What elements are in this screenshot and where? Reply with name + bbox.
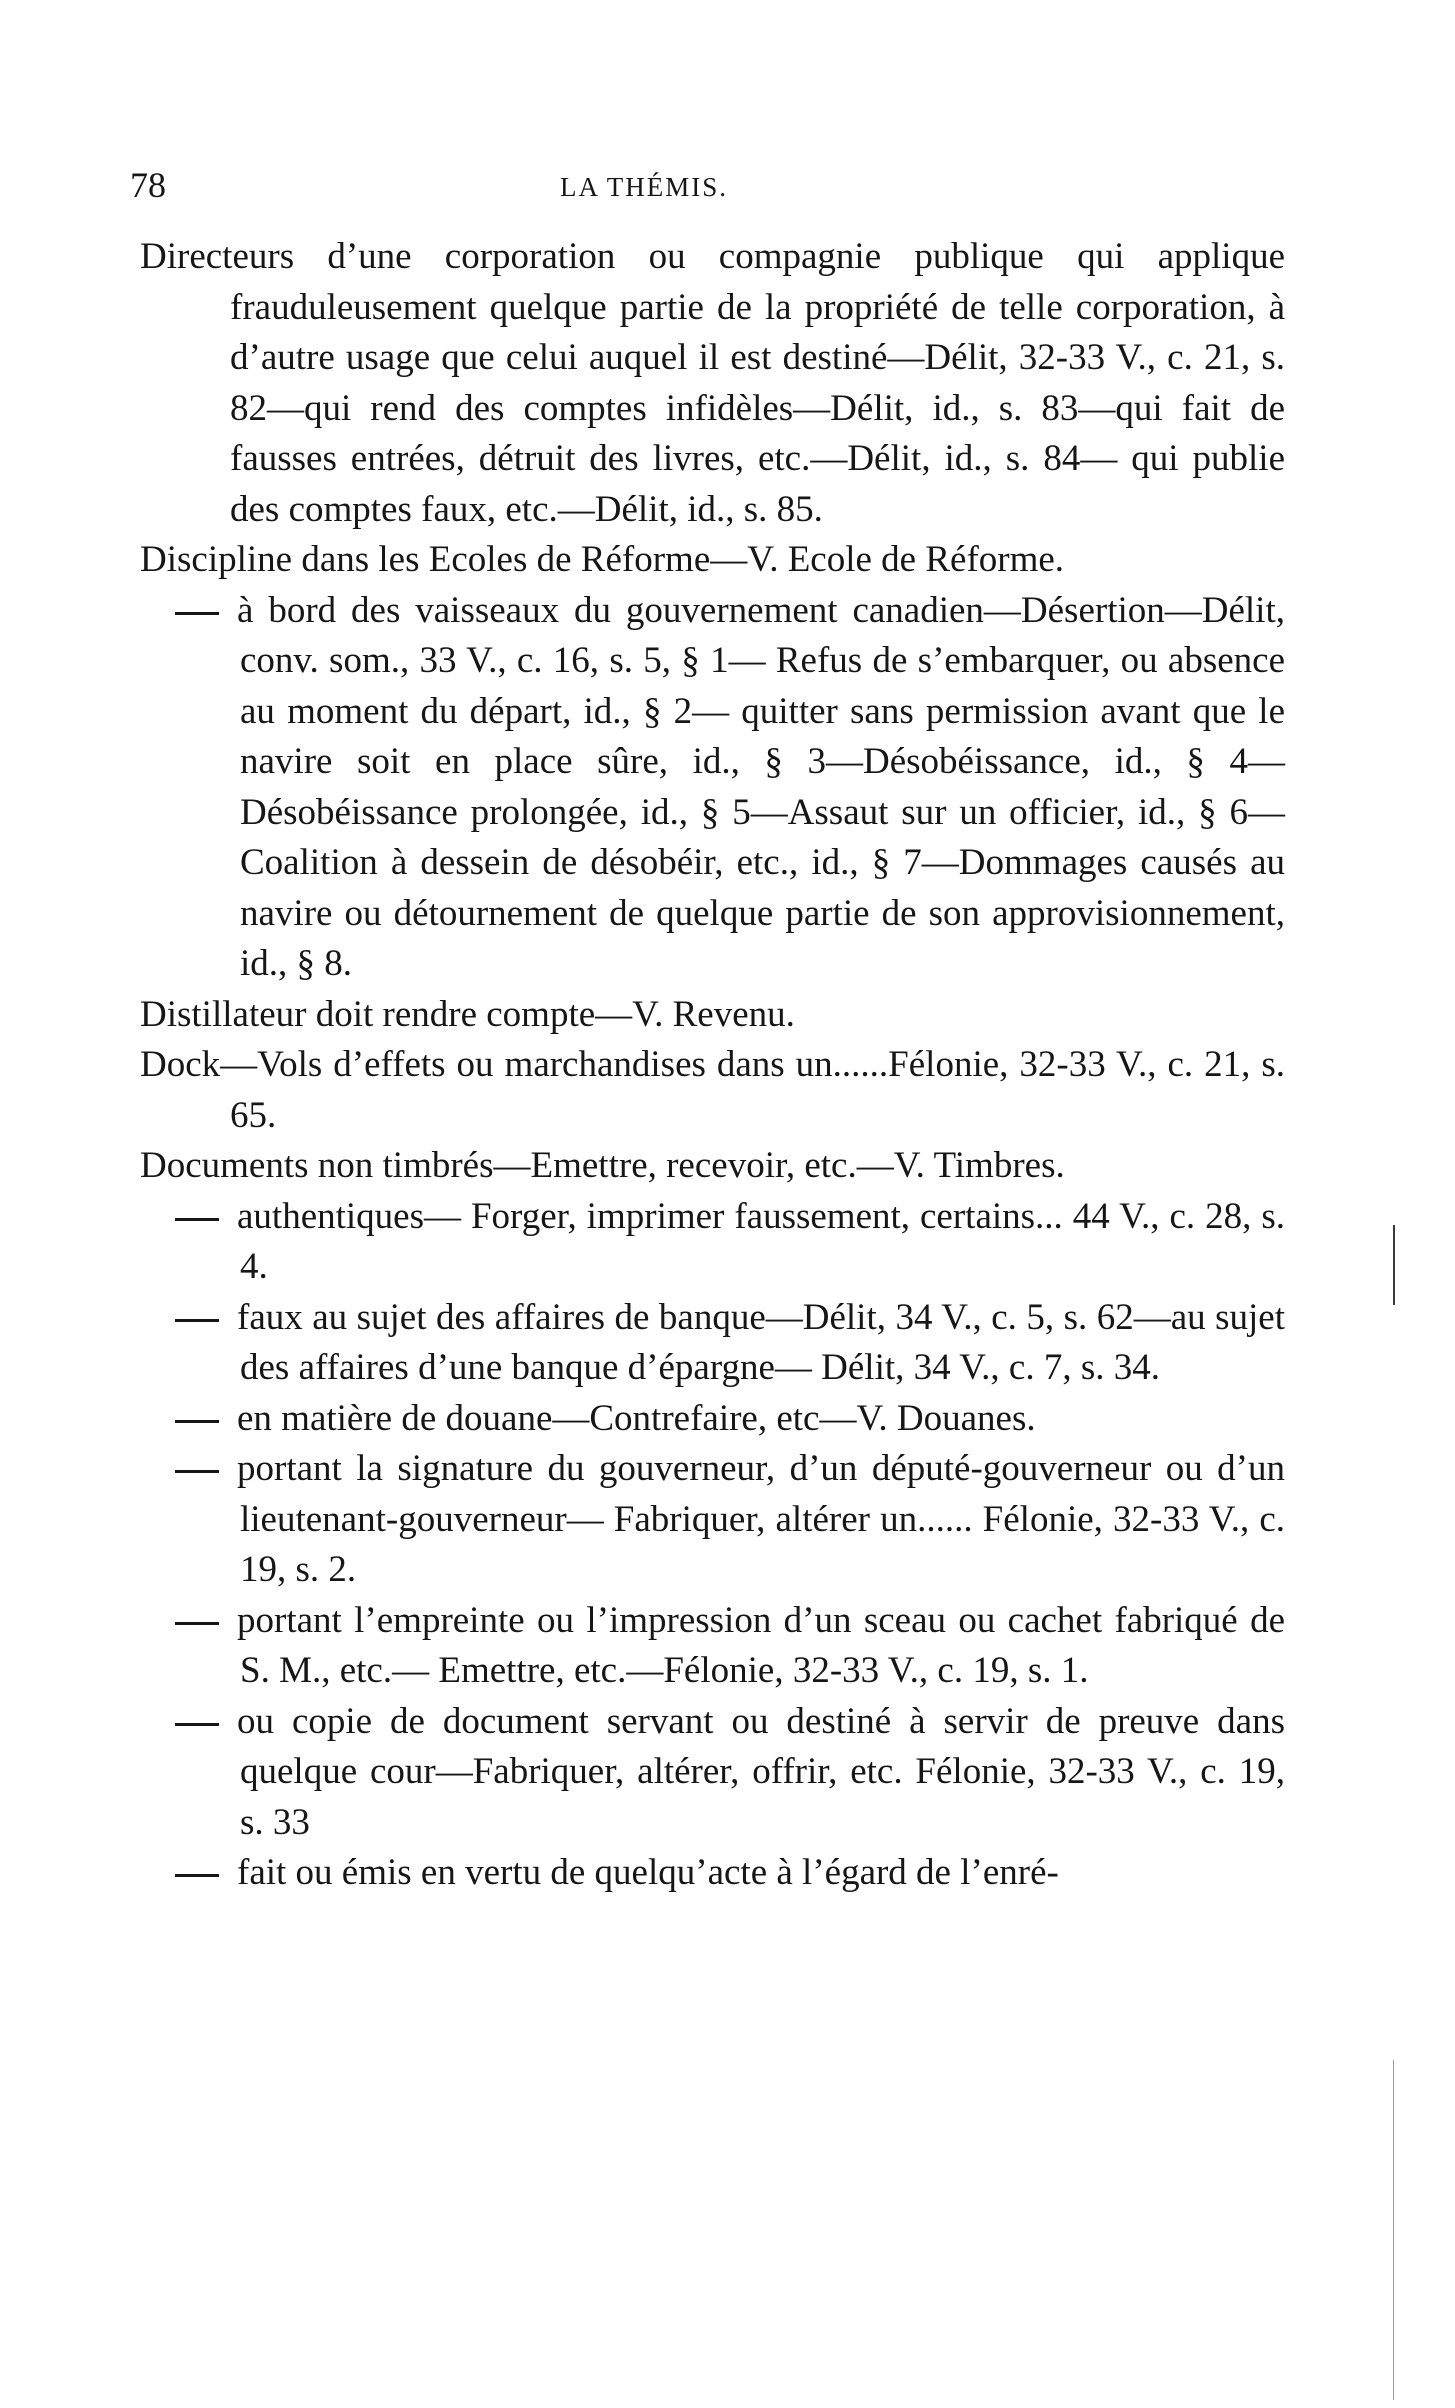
running-title: LA THÉMIS. xyxy=(560,172,729,202)
entry-text: Dock—Vols d’effets ou marchandises dans un......Félonie, 32-33 V., c. 21, s. 65. xyxy=(140,1044,1285,1136)
entry-text: Distillateur doit rendre compte—V. Revenu. xyxy=(140,993,795,1035)
em-dash-mark xyxy=(175,1470,219,1473)
em-dash-mark xyxy=(175,1723,219,1726)
em-dash-mark xyxy=(175,1874,219,1877)
entry-text: faux au sujet des affaires de banque—Délit, 34 V., c. 5, s. 62—au sujet des affaires d’une banque d’épargne— Délit, 34 V., c. 7, s. 34. xyxy=(237,1296,1285,1388)
index-subentry-documents-faux xyxy=(0,1293,1285,1394)
margin-rule xyxy=(1393,1225,1395,1305)
entry-text: Documents non timbrés—Emettre, recevoir, etc.—V. Timbres. xyxy=(140,1145,1065,1186)
index-subentry-documents-copie xyxy=(0,1697,1285,1849)
entry-text: en matière de douane—Contrefaire, etc—V. Douanes. xyxy=(237,1397,1036,1439)
em-dash-mark xyxy=(175,1622,219,1625)
index-subentry-documents-empreinte xyxy=(0,1596,1285,1697)
em-dash-mark xyxy=(175,1319,219,1322)
index-entry-discipline xyxy=(0,535,1285,586)
em-dash-mark xyxy=(175,612,219,615)
entry-text: Discipline dans les Ecoles de Réforme—V. Ecole de Réforme. xyxy=(140,539,1065,580)
index-subentry-documents-douane xyxy=(0,1394,1285,1445)
entry-text: Directeurs d’une corporation ou compagnie publique qui applique frauduleusement quelque partie de la propriété de telle corporation, à d’autre usage que celui auquel il est destiné—Délit, 32-33 V., c. 21, s. 82—qui rend des comptes infidèles—Délit, id., s. 83—qui fait de fausses entrées, détruit des livres, etc.—Délit, id., s. 84— qui publie des comptes faux, etc.—Délit, id., s. 85. xyxy=(140,236,1285,530)
entry-text: authentiques— Forger, imprimer faussement, certains... 44 V., c. 28, s. 4. xyxy=(237,1195,1285,1287)
index-entry-documents xyxy=(0,1141,1285,1192)
index-entries xyxy=(0,232,1455,1899)
em-dash-mark xyxy=(175,1218,219,1221)
index-entry-directeurs xyxy=(0,232,1285,535)
index-subentry-documents-authentiques xyxy=(0,1192,1285,1293)
entry-text: à bord des vaisseaux du gouvernement canadien—Désertion—Délit, conv. som., 33 V., c. 16, s. 5, § 1— Refus de s’embarquer, ou absence au moment du départ, id., § 2— quitter sans permission avant que le navire soit en place sûre, id., § 3—Désobéissance, id., § 4—Désobéissance prolongée, id., § 5—Assaut sur un officier, id., § 6—Coalition à dessein de désobéir, etc., id., § 7—Dommages causés au navire ou détournement de quelque partie de son approvisionnement, id., § 8. xyxy=(237,589,1285,984)
index-entry-distillateur xyxy=(0,990,1285,1041)
index-entry-dock xyxy=(0,1040,1285,1141)
entry-text: portant l’empreinte ou l’impression d’un sceau ou cachet fabriqué de S. M., etc.— Emettre, etc.—Félonie, 32-33 V., c. 19, s. 1. xyxy=(237,1599,1285,1691)
em-dash-mark xyxy=(175,1420,219,1423)
index-subentry-documents-fait-ou-emis xyxy=(0,1848,1285,1899)
margin-rule xyxy=(1393,2060,1394,2400)
index-subentry-discipline-vaisseaux xyxy=(0,586,1285,990)
page-header xyxy=(0,160,1455,210)
entry-text: fait ou émis en vertu de quelqu’acte à l’égard de l’enré- xyxy=(237,1852,1059,1893)
entry-text: ou copie de document servant ou destiné à servir de preuve dans quelque cour—Fabriquer, altérer, offrir, etc. Félonie, 32-33 V., c. 19, s. 33 xyxy=(237,1700,1285,1843)
index-subentry-documents-signature xyxy=(0,1444,1285,1596)
page-number: 78 xyxy=(130,165,166,205)
entry-text: portant la signature du gouverneur, d’un député-gouverneur ou d’un lieutenant-gouverneur— Fabriquer, altérer un...... Félonie, 32-33 V., c. 19, s. 2. xyxy=(237,1448,1285,1590)
